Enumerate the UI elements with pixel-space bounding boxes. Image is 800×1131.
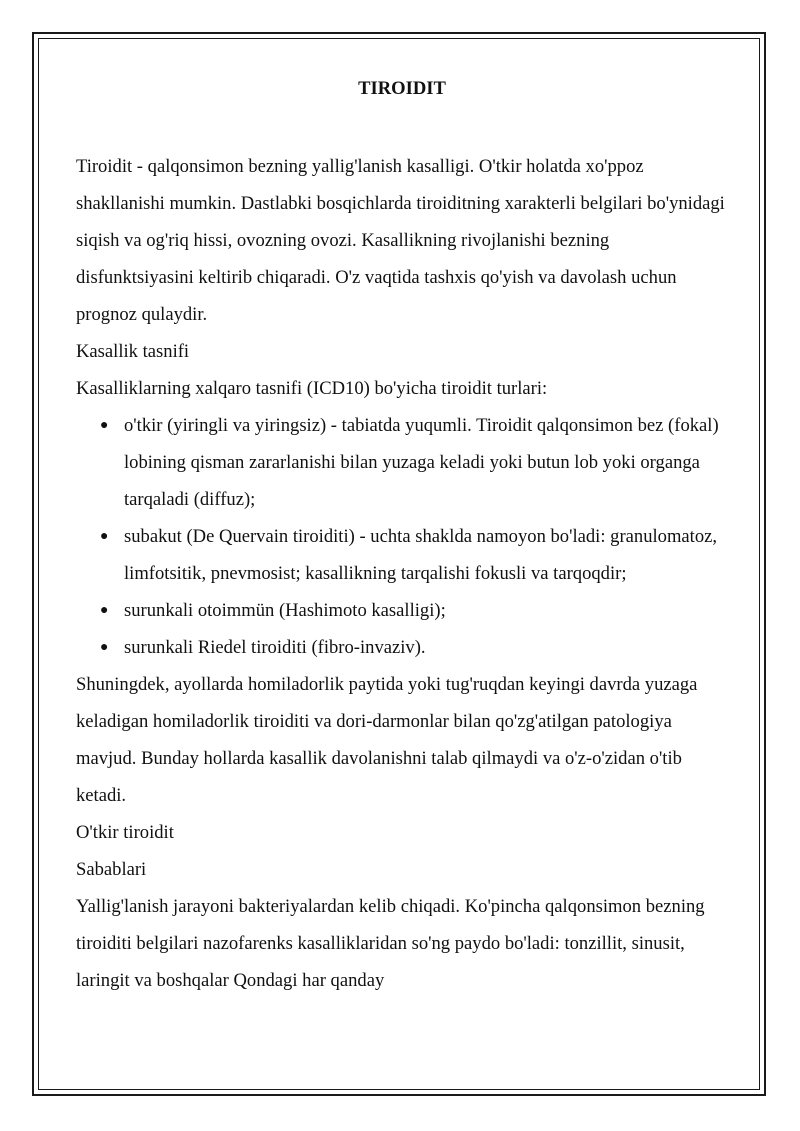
bullet-icon: ● [100, 529, 109, 544]
list-item [100, 629, 726, 666]
classification-heading: Kasallik tasnifi [76, 341, 190, 362]
causes-heading: Sabablari [76, 859, 147, 880]
document-body [76, 78, 726, 999]
list-item-text: o'tkir (yiringli va yiringsiz) - tabiatda yuqumli. Tiroidit qalqonsimon bez (fokal) lobining qisman zararlanishi bilan yuzaga keladi yoki butun lob yoki organga tarqaladi (diffuz); [124, 415, 719, 510]
additional-paragraph: Shuningdek, ayollarda homiladorlik paytida yoki tug'ruqdan keyingi davrda yuzaga keladigan homiladorlik tiroiditi va dori-darmonlar bilan qo'zg'atilgan patologiya mavjud. Bunday hollarda kasallik davolanishni talab qilmaydi va o'z-o'zidan o'tib ketadi. [76, 674, 698, 806]
acute-heading: O'tkir tiroidit [76, 822, 174, 843]
list-item [100, 407, 726, 518]
list-item [100, 592, 726, 629]
bullet-icon: ● [100, 418, 109, 433]
document-title: TIROIDIT [358, 78, 446, 99]
list-item-text: subakut (De Quervain tiroiditi) - uchta shaklda namoyon bo'ladi: granulomatoz, limfotsitik, pnevmosist; kasallikning tarqalishi fokusli va tarqoqdir; [124, 526, 718, 584]
thyroiditis-types-list [76, 407, 726, 666]
list-item-text: surunkali otoimmün (Hashimoto kasalligi); [124, 600, 446, 621]
list-item [100, 518, 726, 592]
classification-intro: Kasalliklarning xalqaro tasnifi (ICD10) bo'yicha tiroidit turlari: [76, 378, 548, 399]
intro-paragraph: Tiroidit - qalqonsimon bezning yallig'lanish kasalligi. O'tkir holatda xo'ppoz shakllanishi mumkin. Dastlabki bosqichlarda tiroiditning xarakterli belgilari bo'ynidagi siqish va og'riq hissi, ovozning ovozi. Kasallikning rivojlanishi bezning disfunktsiyasini keltirib chiqaradi. O'z vaqtida tashxis qo'yish va davolash uchun prognoz qulaydir. [76, 156, 725, 325]
bullet-icon: ● [100, 640, 109, 655]
bullet-icon: ● [100, 603, 109, 618]
causes-paragraph: Yallig'lanish jarayoni bakteriyalardan kelib chiqadi. Ko'pincha qalqonsimon bezning tiroiditi belgilari nazofarenks kasalliklaridan so'ng paydo bo'ladi: tonzillit, sinusit, laringit va boshqalar Qondagi har qanday [76, 896, 705, 991]
list-item-text: surunkali Riedel tiroiditi (fibro-invaziv). [124, 637, 426, 658]
